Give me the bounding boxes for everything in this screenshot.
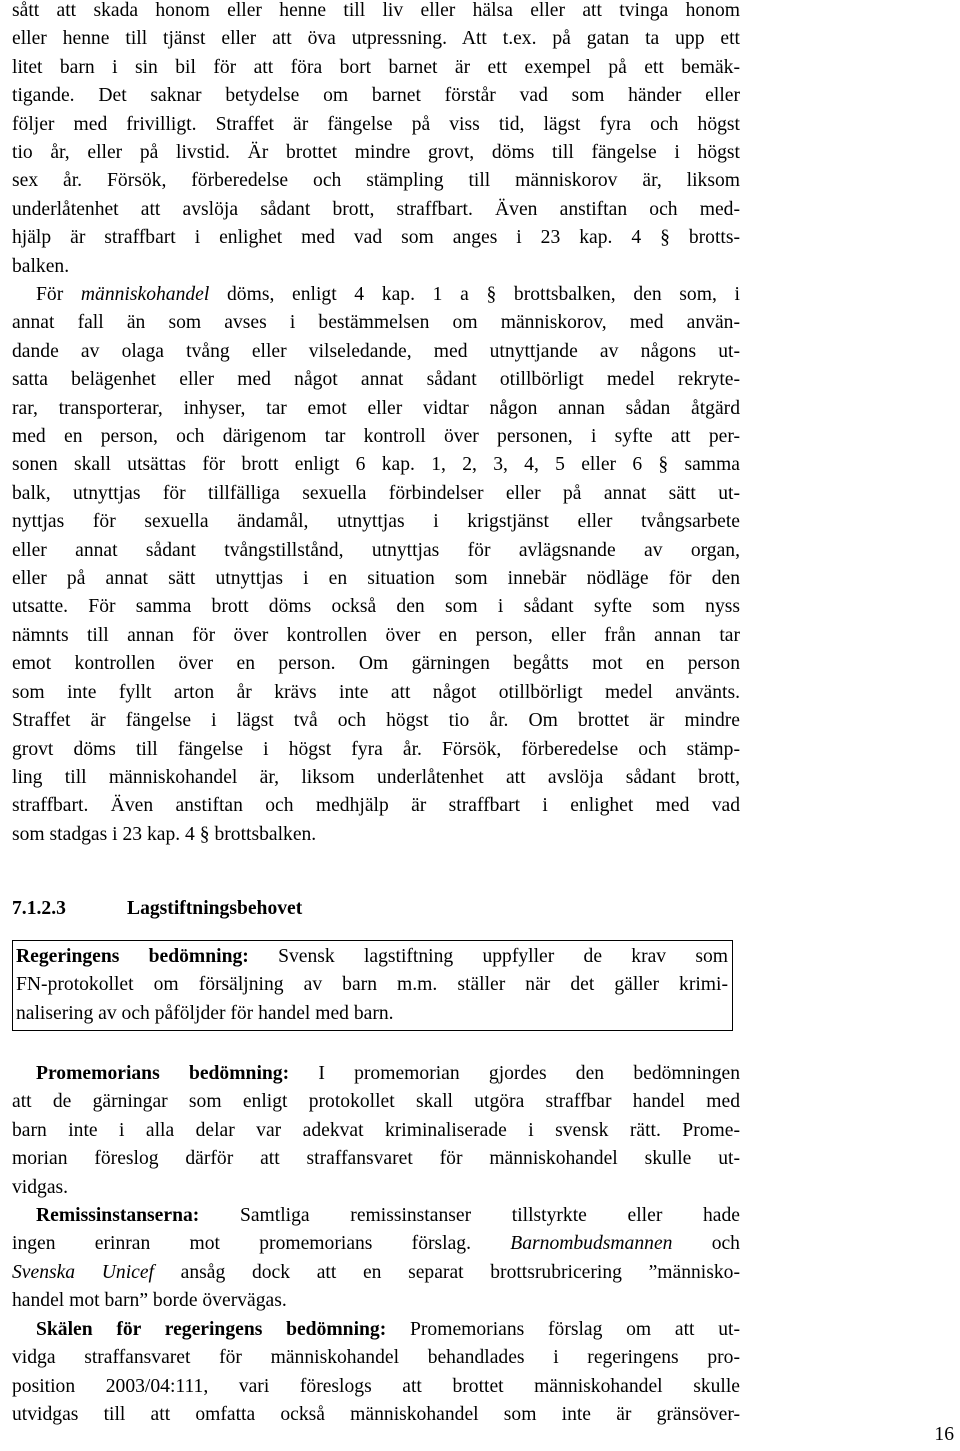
text-line: nalisering av och påföljder för handel med barn. [16, 1002, 394, 1024]
text-line: nyttjas för sexuella ändamål, utnyttjas i krigstjänst eller tvångsarbete [12, 511, 740, 533]
text-fragment: ansåg dock att en separat brottsrubricering ”människo- [154, 1261, 740, 1283]
text-line: FN-protokollet om försäljning av barn m.m. ställer när det gäller krimi- [16, 974, 728, 996]
assessment-label: Regeringens bedömning: [16, 946, 249, 967]
text-line: underlåtenhet att avslöja sådant brott, straffbart. Även anstiftan och med- [12, 198, 740, 220]
text-line: som inte fyllt arton år krävs inte att något otillbörligt medel använts. [12, 681, 740, 703]
text-fragment: ingen erinran mot promemorians förslag. [12, 1233, 511, 1255]
text-line: tigande. Det saknar betydelse om barnet förstår vad som händer eller [12, 85, 740, 107]
text-line: med en person, och därigenom tar kontroll över personen, i syfte att per- [12, 426, 740, 448]
text-line: Straffet är fängelse i lägst två och högst tio år. Om brottet är mindre [12, 710, 740, 732]
text-line: att de gärningar som enligt protokollet skall utgöra straffbar handel med [12, 1091, 740, 1113]
text-line [12, 1259, 740, 1287]
text-line: grovt döms till fängelse i högst fyra år. Försök, förberedelse och stämp- [12, 738, 740, 760]
government-assessment-box [12, 940, 733, 1031]
text-line [12, 1230, 740, 1258]
text-line: tio år, eller på livstid. Är brottet mindre grovt, döms till fängelse i högst [12, 142, 740, 164]
text-line: emot kontrollen över en person. Om gärningen begåtts mot en person [12, 653, 740, 675]
text-line: position 2003/04:111, vari föreslogs att brottet människohandel skulle [12, 1375, 740, 1397]
text-line: som stadgas i 23 kap. 4 § brottsbalken. [12, 823, 317, 845]
text-line: barn inte i alla delar var adekvat kriminaliserade i svensk rätt. Prome- [12, 1119, 740, 1141]
text-line: sått att skada honom eller henne till liv eller hälsa eller att tvinga honom [12, 0, 740, 21]
defined-term: människohandel [80, 284, 210, 305]
text-line [12, 1060, 740, 1088]
text-fragment: Promemorians förslag om att ut- [386, 1319, 740, 1340]
text-fragment: För [36, 284, 81, 305]
text-line: dande av olaga tvång eller vilseledande, med utnyttjande av någons ut- [12, 340, 740, 362]
body-paragraph [12, 281, 740, 849]
text-line: vidga straffansvaret för människohandel behandlades i regeringens pro- [12, 1347, 740, 1369]
text-line: eller henne till tjänst eller att öva utpressning. Att t.ex. på gatan ta upp ett [12, 28, 740, 50]
text-line: morian föreslog därför att straffansvaret för människohandel skulle ut- [12, 1148, 740, 1170]
reasons-paragraph [12, 1316, 740, 1430]
text-line: rar, transporterar, inhyser, tar emot eller vidtar någon annan sådan åtgärd [12, 397, 740, 419]
text-line: eller på annat sätt utnyttjas i en situation som innebär nödläge för den [12, 568, 740, 590]
body-paragraph [12, 0, 740, 281]
text-line: utsatte. För samma brott döms också den som i sådant syfte som nyss [12, 596, 740, 618]
section-title: Lagstiftningsbehovet [127, 898, 303, 919]
text-line: följer med frivilligt. Straffet är fängelse på viss tid, lägst fyra och högst [12, 113, 740, 135]
organisation-name: Svenska Unicef [12, 1261, 154, 1283]
text-fragment: döms, enligt 4 kap. 1 a § brottsbalken, den som, i [209, 284, 740, 305]
section-heading [12, 895, 302, 923]
text-line [12, 1202, 740, 1230]
text-line: balk, utnyttjas för tillfälliga sexuella förbindelser eller på annat sätt ut- [12, 482, 740, 504]
text-line: vidgas. [12, 1176, 69, 1198]
consultation-label: Remissinstanserna: [36, 1205, 200, 1226]
text-fragment: och [672, 1233, 740, 1255]
memorandum-paragraph [12, 1060, 740, 1202]
text-line: handel mot barn” borde övervägas. [12, 1290, 287, 1312]
text-line: ling till människohandel är, liksom underlåtenhet att avslöja sådant brott, [12, 766, 740, 788]
text-line: nämnts till annan för över kontrollen över en person, eller från annan tar [12, 624, 740, 646]
text-fragment: Svensk lagstiftning uppfyller de krav som [248, 946, 729, 967]
organisation-name: Barnombudsmannen [510, 1233, 673, 1255]
text-line: satta belägenhet eller med något annat sådant otillbörligt medel rekryte- [12, 369, 740, 391]
text-fragment: I promemorian gjordes den bedömningen [289, 1063, 740, 1084]
text-line [12, 281, 740, 309]
page-number: 16 [934, 1424, 954, 1445]
memorandum-label: Promemorians bedömning: [36, 1063, 290, 1084]
text-line: annat fall än som avses i bestämmelsen om människorov, med använ- [12, 312, 740, 334]
text-line [16, 943, 728, 971]
text-line [12, 1316, 740, 1344]
box-paragraph [16, 941, 728, 1030]
section-number: 7.1.2.3 [12, 898, 66, 919]
text-line: litet barn i sin bil för att föra bort barnet är ett exempel på ett bemäk- [12, 56, 740, 78]
text-line: straffbart. Även anstiftan och medhjälp är straffbart i enlighet med vad [12, 795, 740, 817]
reasons-label: Skälen för regeringens bedömning: [36, 1319, 387, 1340]
text-line: sex år. Försök, förberedelse och stämpling till människorov är, liksom [12, 170, 740, 192]
text-line: sonen skall utsättas för brott enligt 6 kap. 1, 2, 3, 4, 5 eller 6 § samma [12, 454, 740, 476]
text-line: hjälp är straffbart i enlighet med vad som anges i 23 kap. 4 § brotts- [12, 227, 740, 249]
text-line: eller annat sådant tvångstillstånd, utnyttjas för avlägsnande av organ, [12, 539, 740, 561]
consultation-paragraph [12, 1202, 740, 1316]
text-fragment: Samtliga remissinstanser tillstyrkte eller hade [199, 1205, 740, 1226]
text-line: utvidgas till att omfatta också människohandel som inte är gränsöver- [12, 1404, 740, 1426]
text-line: balken. [12, 255, 70, 277]
